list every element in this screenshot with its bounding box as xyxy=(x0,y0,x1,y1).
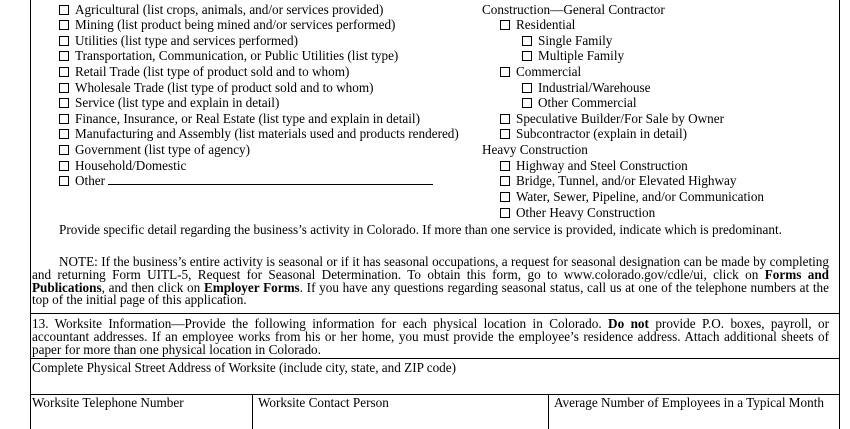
note-text-3: . If you have any questions regarding seasonal status, call us at one of the telephone numbers at the top of the initial page of this application. xyxy=(32,279,829,308)
option-commercial xyxy=(500,64,581,80)
option-label: Transportation, Communication, or Public Utilities (list type) xyxy=(75,48,399,63)
option-label: Retail Trade (list type of product sold and to whom) xyxy=(75,64,350,79)
checkbox-transportation[interactable] xyxy=(59,51,69,61)
option-highway xyxy=(500,158,688,174)
option-label: Bridge, Tunnel, and/or Elevated Highway xyxy=(516,173,737,188)
option-label: Speculative Builder/For Sale by Owner xyxy=(516,111,725,126)
option-manufacturing xyxy=(59,126,459,142)
checkbox-utilities[interactable] xyxy=(59,36,69,46)
option-label: Finance, Insurance, or Real Estate (list type and explain in detail) xyxy=(75,111,420,126)
option-transportation xyxy=(59,48,398,64)
construction-heading: Construction—General Contractor xyxy=(482,2,665,17)
checkbox-other[interactable] xyxy=(59,176,69,186)
checkbox-highway[interactable] xyxy=(500,161,510,171)
note-text-1: NOTE: If the business’s entire activity is seasonal or if it has seasonal occupations, a request for seasonal designation can be made by completing and returning Form UITL-5, Request for Seasonal Determination. To obtain this form, go to www.colorado.gov/cdle/ui, click on xyxy=(32,254,829,282)
contact-field[interactable] xyxy=(258,411,548,429)
option-industrial xyxy=(522,80,650,96)
left-border xyxy=(30,0,31,429)
option-speculative xyxy=(500,111,724,127)
option-other-commercial xyxy=(522,95,637,111)
option-subcontractor xyxy=(500,126,687,142)
option-government xyxy=(59,142,250,158)
contact-label: Worksite Contact Person xyxy=(258,395,389,410)
checkbox-household[interactable] xyxy=(59,161,69,171)
option-multiple-family xyxy=(522,48,624,64)
heavy-heading: Heavy Construction xyxy=(482,142,588,157)
option-wholesale xyxy=(59,80,374,96)
option-label: Agricultural (list crops, animals, and/or services provided) xyxy=(75,2,384,17)
checkbox-finance[interactable] xyxy=(59,114,69,124)
option-label: Other Heavy Construction xyxy=(516,205,656,220)
option-service xyxy=(59,95,279,111)
checkbox-mining[interactable] xyxy=(59,20,69,30)
option-household xyxy=(59,158,186,174)
option-label: Government (list type of agency) xyxy=(75,142,251,157)
right-border xyxy=(839,0,840,429)
telephone-label: Worksite Telephone Number xyxy=(32,395,184,410)
provide-detail-text: Provide specific detail regarding the business’s activity in Colorado. If more than one service is provided, indicate which is predominant. xyxy=(59,222,782,237)
checkbox-water[interactable] xyxy=(500,192,510,202)
option-label: Subcontractor (explain in detail) xyxy=(516,126,688,141)
forms-publications-link[interactable]: Forms and Publications xyxy=(32,266,829,295)
option-label: Highway and Steel Construction xyxy=(516,158,688,173)
telephone-field[interactable] xyxy=(34,411,252,429)
checkbox-other-heavy[interactable] xyxy=(500,208,510,218)
option-label: Utilities (list type and services performed) xyxy=(75,33,299,48)
checkbox-manufacturing[interactable] xyxy=(59,129,69,139)
option-residential xyxy=(500,17,575,33)
divider-contact-employees xyxy=(548,394,549,429)
option-other xyxy=(59,173,433,189)
option-label: Water, Sewer, Pipeline, and/or Communication xyxy=(516,189,765,204)
option-label: Multiple Family xyxy=(538,48,625,63)
seasonal-note xyxy=(32,256,829,307)
option-label: Manufacturing and Assembly (list materials used and products rendered) xyxy=(75,126,459,141)
option-water xyxy=(500,189,764,205)
option-label: Industrial/Warehouse xyxy=(538,80,651,95)
checkbox-industrial[interactable] xyxy=(522,83,532,93)
address-field[interactable] xyxy=(34,376,838,394)
checkbox-wholesale[interactable] xyxy=(59,83,69,93)
divider-section13-end xyxy=(30,358,840,359)
option-retail xyxy=(59,64,349,80)
option-label: Mining (list product being mined and/or services performed) xyxy=(75,17,396,32)
option-bridge xyxy=(500,173,737,189)
checkbox-service[interactable] xyxy=(59,98,69,108)
section13-text-2: provide P.O. boxes, payroll, or accountant addresses. If an employee works from his or her home, you must provide the employee’s residence address. Attach additional sheets of paper for more than one physical location in Colorado. xyxy=(32,316,829,357)
checkbox-other-commercial[interactable] xyxy=(522,98,532,108)
option-single-family xyxy=(522,33,612,49)
checkbox-commercial[interactable] xyxy=(500,67,510,77)
option-label: Household/Domestic xyxy=(75,158,187,173)
checkbox-bridge[interactable] xyxy=(500,176,510,186)
checkbox-speculative[interactable] xyxy=(500,114,510,124)
section13-text-1: 13. Worksite Information—Provide the following information for each physical location in Colorado. xyxy=(32,316,609,331)
checkbox-subcontractor[interactable] xyxy=(500,129,510,139)
note-text-2: , and then click on xyxy=(101,279,204,295)
divider-telephone-contact xyxy=(252,394,253,429)
checkbox-single-family[interactable] xyxy=(522,36,532,46)
section-13-worksite-info xyxy=(32,318,829,356)
checkbox-government[interactable] xyxy=(59,145,69,155)
divider-section12-end xyxy=(30,313,840,314)
other-label: Other xyxy=(75,173,106,188)
checkbox-retail[interactable] xyxy=(59,67,69,77)
checkbox-agricultural[interactable] xyxy=(59,5,69,15)
option-label: Commercial xyxy=(516,64,582,79)
option-label: Other Commercial xyxy=(538,95,637,110)
section13-do-not: Do not xyxy=(608,316,649,331)
option-finance xyxy=(59,111,420,127)
other-fill-line[interactable] xyxy=(108,173,433,185)
address-label: Complete Physical Street Address of Worksite (include city, state, and ZIP code) xyxy=(32,360,457,375)
option-label: Single Family xyxy=(538,33,613,48)
option-utilities xyxy=(59,33,298,49)
option-other-heavy xyxy=(500,205,655,221)
checkbox-multiple-family[interactable] xyxy=(522,51,532,61)
option-label: Wholesale Trade (list type of product sold and to whom) xyxy=(75,80,374,95)
option-agricultural xyxy=(59,2,383,18)
employees-field[interactable] xyxy=(554,411,840,429)
checkbox-residential[interactable] xyxy=(500,20,510,30)
option-label: Service (list type and explain in detail) xyxy=(75,95,280,110)
option-mining xyxy=(59,17,395,33)
option-label: Residential xyxy=(516,17,576,32)
employer-forms-link[interactable]: Employer Forms xyxy=(203,279,300,295)
employees-label: Average Number of Employees in a Typical Month xyxy=(554,395,824,410)
